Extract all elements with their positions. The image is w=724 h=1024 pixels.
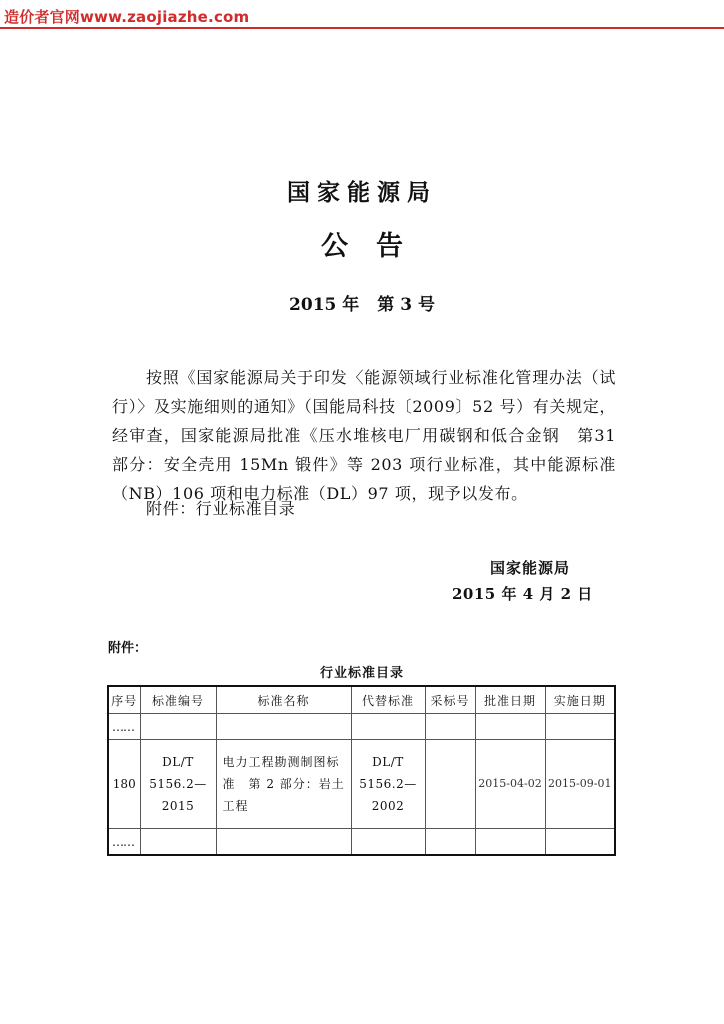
document-year: 2015 年: [289, 295, 360, 315]
column-header-seq: 序号: [108, 686, 140, 714]
cell-seq: 180: [108, 740, 140, 829]
table-row-ellipsis-top: [108, 714, 615, 740]
column-header-std-name: 标准名称: [216, 686, 351, 714]
document-number: [0, 290, 724, 315]
table-row: [108, 740, 615, 829]
cell-effective-date: 2015-09-01: [545, 740, 615, 829]
cell-approve-date: 2015-04-02: [475, 740, 545, 829]
watermark-text: 造价者官网www.zaojiazhe.com: [4, 8, 250, 26]
attachment-label: 附件：: [108, 641, 148, 656]
standards-catalog-table: [107, 685, 616, 856]
cell-std-name: 电力工程勘测制图标准 第 2 部分：岩土工程: [216, 740, 351, 829]
table-header-row: [108, 686, 615, 714]
cell-replaces: [351, 740, 425, 829]
ellipsis-cell: ……: [108, 714, 140, 740]
column-header-effective-date: 实施日期: [545, 686, 615, 714]
column-header-std-no: 标准编号: [140, 686, 216, 714]
cell-std-no-number: 5156.2—2015: [149, 777, 207, 813]
document-issue-number: 第 3 号: [377, 295, 435, 315]
announcement-body: 按照《国家能源局关于印发〈能源领域行业标准化管理办法（试行）〉及实施细则的通知》（国能局科技〔2009〕52 号）有关规定，经审查，国家能源局批准《压水堆核电厂用碳钢和低合金钢 第31 部分：安全壳用 15Mn 锻件》等 203 项行业标准，其中能源标准（NB）106 项和电力标准（DL）97 项，现予以发布。: [112, 368, 616, 503]
watermark-underline: [0, 27, 724, 29]
cell-replaces-number: 5156.2—2002: [359, 777, 417, 813]
signature-date: 2015 年 4 月 2 日: [452, 585, 593, 603]
catalog-table-title: 行业标准目录: [319, 666, 404, 681]
column-header-adoption: 采标号: [425, 686, 475, 714]
ellipsis-cell: ……: [108, 829, 140, 856]
column-header-replaces: 代替标准: [351, 686, 425, 714]
document-type-title: 公告: [321, 231, 431, 262]
column-header-approve-date: 批准日期: [475, 686, 545, 714]
cell-std-no: [140, 740, 216, 829]
attachment-note: 附件：行业标准目录: [146, 499, 296, 518]
cell-replaces-prefix: DL/T: [372, 755, 404, 769]
table-row-ellipsis-bottom: [108, 829, 615, 856]
cell-adoption: [425, 740, 475, 829]
issuing-org-title: 国家能源局: [287, 180, 437, 206]
signature-org: 国家能源局: [490, 559, 571, 577]
cell-std-no-prefix: DL/T: [162, 755, 194, 769]
